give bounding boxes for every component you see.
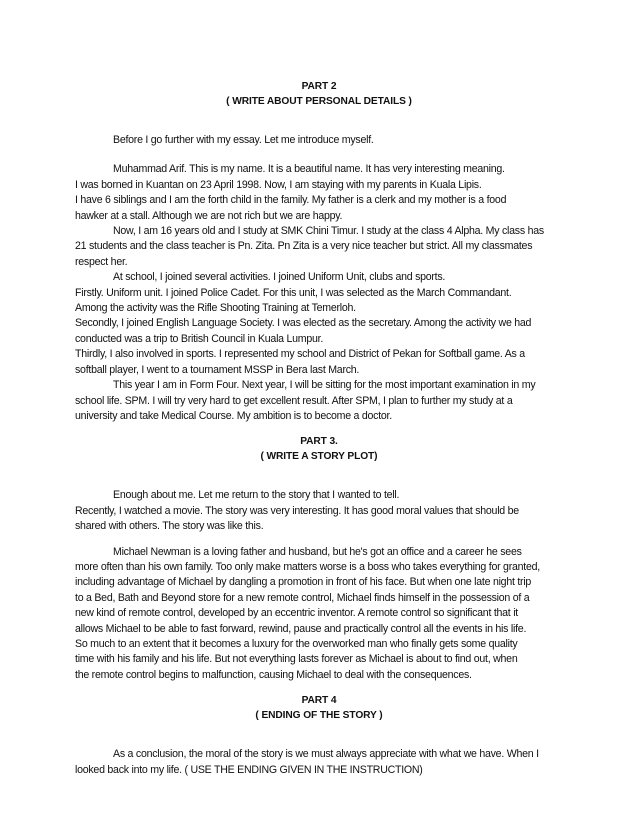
paragraph-line: Before I go further with my essay. Let me introduce myself. [113, 134, 374, 146]
paragraph-line: university and take Medical Course. My ambition is to become a doctor. [75, 409, 392, 422]
spacer [75, 424, 563, 434]
paragraph-line: conducted was a trip to British Council in Kuala Lumpur. [75, 332, 324, 345]
paragraph-line: the remote control begins to malfunction, causing Michael to deal with the consequences. [75, 668, 472, 681]
paragraph-line: As a conclusion, the moral of the story is we must always appreciate with what we have. When I [113, 748, 539, 761]
paragraph-line: including advantage of Michael by dangling a promotion in front of his face. But when one late night trip [75, 576, 532, 589]
paragraph-line: shared with others. The story was like this. [75, 520, 264, 533]
paragraph-line: I was borned in Kuantan on 23 April 1998. Now, I am staying with my parents in Kuala Lipis. [75, 178, 482, 191]
part2-subtitle: ( WRITE ABOUT PERSONAL DETAILS ) [226, 96, 412, 107]
essay-content [75, 79, 563, 778]
paragraph-line: Secondly, I joined English Language Society. I was elected as the secretary. Among the activity we had [75, 317, 532, 330]
spacer [75, 148, 563, 162]
paragraph-line: respect her. [75, 255, 128, 268]
paragraph-line: to a Bed, Bath and Beyond store for a new remote control, Michael finds himself in the possession of a [75, 591, 530, 604]
paragraph-line: Among the activity was the Rifle Shooting Training at Temerloh. [75, 302, 356, 315]
paragraph-line: This year I am in Form Four. Next year, I will be sitting for the most important examination in my [113, 379, 536, 392]
paragraph-line: At school, I joined several activities. I joined Uniform Unit, clubs and sports. [113, 271, 446, 284]
part2-title: PART 2 [301, 81, 337, 92]
paragraph-line: Firstly. Uniform unit. I joined Police Cadet. For this unit, I was selected as the March Commandant. [75, 286, 512, 299]
paragraph-line: Michael Newman is a loving father and husband, but he's got an office and a career he sees [113, 545, 522, 558]
paragraph-line: allows Michael to be able to fast forward, rewind, pause and practically control all the events in his life. [75, 622, 527, 635]
part3-title: PART 3. [300, 436, 338, 448]
paragraph-line: 21 students and the class teacher is Pn. Zita. Pn Zita is a very nice teacher but strict. All my classmates [75, 240, 533, 253]
paragraph-line: Muhammad Arif. This is my name. It is a beautiful name. It has very interesting meaning. [113, 163, 505, 176]
paragraph-line: hawker at a stall. Although we are not rich but we are happy. [75, 209, 343, 222]
part4-subtitle: ( ENDING OF THE STORY ) [255, 710, 383, 722]
paragraph-line: Thirdly, I also involved in sports. I represented my school and District of Pekan for Softball game. As a [75, 348, 525, 361]
paragraph-line: So much to an extent that it becomes a luxury for the overworked man who finally gets some quality [75, 637, 518, 650]
paragraph-line: looked back into my life. ( USE THE ENDING GIVEN IN THE INSTRUCTION) [75, 763, 423, 776]
paragraph-line: Recently, I watched a movie. The story was very interesting. It has good moral values that should be [75, 504, 519, 517]
paragraph-line: time with his family and his life. But not everything lasts forever as Michael is about to find out, when [75, 653, 518, 666]
spacer [75, 723, 563, 747]
spacer [75, 464, 563, 488]
part3-subtitle: ( WRITE A STORY PLOT) [260, 451, 378, 463]
paragraph-line: I have 6 siblings and I am the forth child in the family. My father is a clerk and my mother is a food [75, 194, 507, 207]
spacer [75, 535, 563, 545]
paragraph-line: softball player, I went to a tournament MSSP in Bera last March. [75, 363, 360, 376]
spacer [75, 683, 563, 693]
paragraph-line: new kind of remote control, developed by an eccentric inventor. A remote control so significant that it [75, 607, 518, 620]
paragraph-line: more often than his own family. Too only make matters worse is a boss who takes everything for granted, [75, 560, 540, 573]
paragraph-line: Now, I am 16 years old and I study at SMK Chini Timur. I study at the class 4 Alpha. My class has [113, 225, 544, 238]
paragraph-line: school life. SPM. I will try very hard to get excellent result. After SPM, I plan to further my study at a [75, 394, 513, 407]
spacer [75, 109, 563, 133]
paragraph-line: Enough about me. Let me return to the story that I wanted to tell. [113, 489, 400, 502]
part4-title: PART 4 [301, 695, 337, 707]
